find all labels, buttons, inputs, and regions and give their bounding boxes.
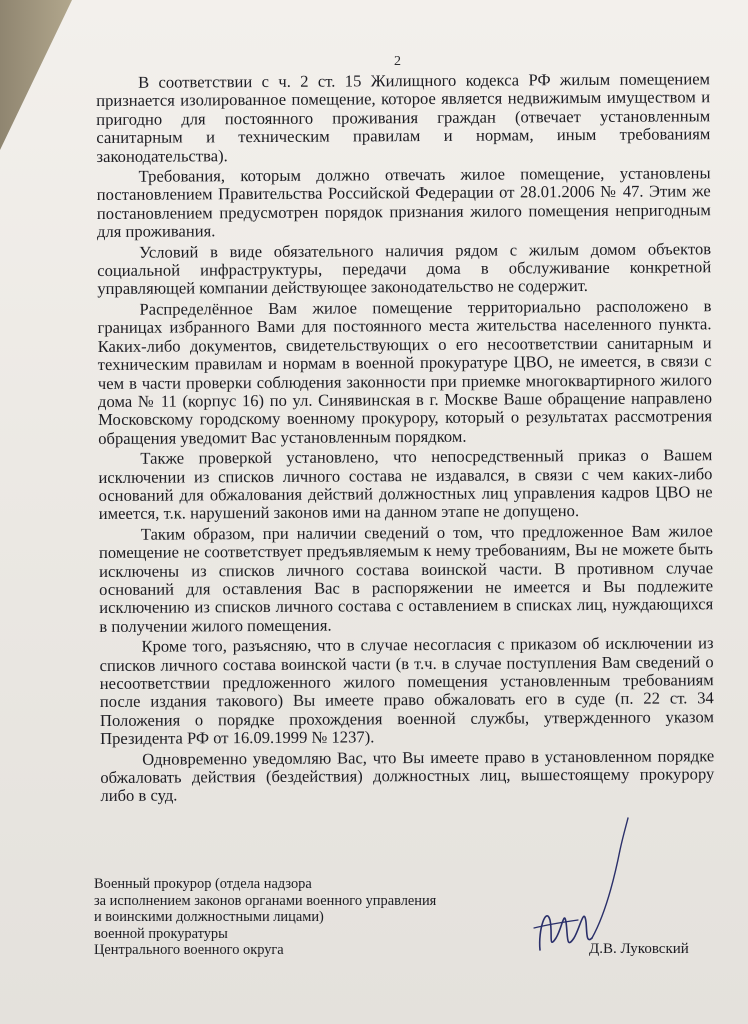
signatory-line: Военный прокурор (отдела надзора: [94, 876, 312, 892]
signatory-line: за исполнением законов органами военного управления: [94, 892, 437, 909]
paragraph-8: Одновременно уведомляю Вас, что Вы имеете право в установленном порядке обжаловать действия (бездействия) должностных лиц, вышестоящему прокурору либо в суд.: [100, 745, 715, 806]
paragraph-1: В соответствии с ч. 2 ст. 15 Жилищного кодекса РФ жилым помещением признается изолированное помещение, которое является недвижимым имуществом и пригодно для постоянного проживания граждан (отвечает установленным санитарным и техническим правилам и нормам, иным требованиям законодательства).: [96, 69, 711, 166]
paragraph-7: Кроме того, разъясняю, что в случае несогласия с приказом об исключении из списков личного состава воинской части (в т.ч. в случае поступления Вам сведений о несоответствии предложенного жилого помещения установленным требованиям после издания такового) Вы имеете право обжаловать его в суде (п. 22 ст. 34 Положения о порядке прохождения военной службы, утвержденного указом Президента РФ от 16.09.1999 № 1237).: [99, 633, 714, 749]
paragraph-4: Распределённое Вам жилое помещение территориально расположено в границах избранного Вами для постоянного места жительства населенного пункта. Каких-либо документов, свидетельствующих о его несоответствии санитарным и техническим правилам и нормам в военной прокуратуре ЦВО, не имеется, в связи с чем в части проверки соблюдения законности при приемке многоквартирного жилого дома № 11 (корпус 16) по ул. Синявинская в г. Москве Ваше обращение направлено Московскому городскому военному прокурору, который о результатах рассмотрения обращения уведомит Вас установленным порядком.: [97, 296, 713, 448]
paragraph-6: Таким образом, при наличии сведений о том, что предложенное Вам жилое помещение не соответствует предъявляемым к нему требованиям, Вы не можете быть исключены из списков личного состава воинской части. В противном случае оснований для оставления Вас в распоряжении не имеется и Вы подлежите исключению из списков личного состава с оставлением в списках лиц, нуждающихся в получении жилого помещения.: [98, 520, 714, 636]
signatory-line: Центрального военного округа: [94, 942, 284, 959]
page-number: 2: [394, 54, 401, 69]
signatory-line: военной прокуратуры: [94, 925, 228, 942]
signatory-title: [94, 876, 514, 959]
paragraph-5: Также проверкой установлено, что непосредственный приказ о Вашем исключении из списков личного состава не издавался, в связи с чем каких-либо оснований для обжалования действий должностных лиц управления кадров ЦВО не имеется, т.к. нарушений законов ими на данном этапе не допущено.: [98, 445, 713, 524]
handwritten-signature: [520, 810, 640, 960]
paragraph-3: Условий в виде обязательного наличия рядом с жилым домом объектов социальной инфраструктуры, передачи дома в обслуживание конкретной управляющей компании действующее законодательство не содержит.: [97, 238, 712, 299]
letter-body: [96, 70, 714, 806]
signatory-line: и воинскими должностными лицами): [94, 909, 324, 926]
signatory-name: Д.В. Луковский: [589, 941, 689, 957]
paragraph-2: Требования, которым должно отвечать жилое помещение, установлены постановлением Правительства Российской Федерации от 28.01.2006 № 47. Этим же постановлением предусмотрен порядок признания жилого помещения непригодным для проживания.: [96, 163, 711, 242]
